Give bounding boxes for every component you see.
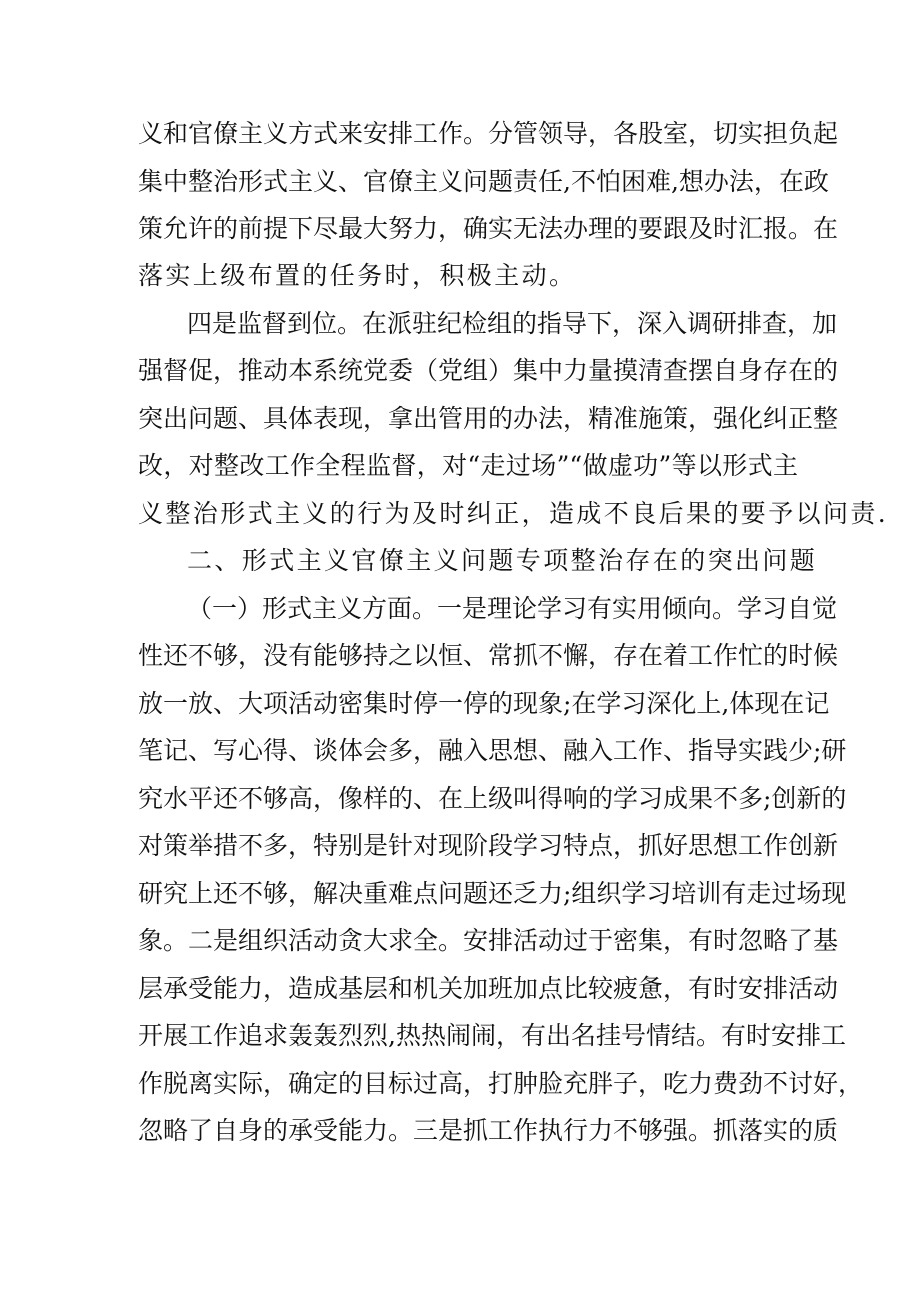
paragraph-first-line: （一）形式主义方面。一是理论学习有实用倾向。学习自觉 — [187, 594, 838, 623]
body-text-line: 究水平还不够高，像样的、在上级叫得响的学习成果不多;创新的 — [138, 784, 847, 813]
section-heading: 二、形式主义官僚主义问题专项整治存在的突出问题 — [187, 546, 818, 575]
body-text-line: 开展工作追求轰轰烈烈,热热闹闹，有出名挂号情结。有时安排工 — [138, 1021, 846, 1050]
body-text-line: 笔记、写心得、谈体会多，融入思想、融入工作、指导实践少;研 — [138, 736, 847, 765]
body-text-line: 忽略了自身的承受能力。三是抓工作执行力不够强。抓落实的质 — [138, 1116, 839, 1145]
body-text-line: 落实上级布置的任务时，积极主动。 — [138, 261, 577, 290]
body-text-line: 放一放、大项活动密集时停一停的现象;在学习深化上,体现在记 — [138, 689, 830, 718]
body-text-line: 改，对整改工作全程监督，对“走过场”“做虚功”等以形式主 — [138, 451, 798, 480]
paragraph-first-line: 四是监督到位。在派驻纪检组的指导下，深入调研排查，加 — [187, 309, 838, 338]
body-text-line: 性还不够，没有能够持之以恒、常抓不懈，存在着工作忙的时候 — [138, 641, 839, 670]
body-text-line: 象。二是组织活动贪大求全。安排活动过于密集，有时忽略了基 — [138, 926, 839, 955]
body-text-line: 义整治形式主义的行为及时纠正，造成不良后果的要予以问责. — [138, 499, 889, 528]
body-text-line: 集中整治形式主义、官僚主义问题责任,不怕困难,想办法，在政 — [138, 167, 829, 196]
body-text-line: 对策举措不多，特别是针对现阶段学习特点，抓好思想工作创新 — [138, 831, 839, 860]
body-text-line: 作脱离实际，确定的目标过高，打肿脸充胖子，吃力费劲不讨好， — [138, 1069, 864, 1098]
body-text-line: 突出问题、具体表现，拿出管用的办法，精准施策，强化纠正整 — [138, 404, 839, 433]
body-text-line: 研究上还不够，解决重难点问题还乏力;组织学习培训有走过场现 — [138, 879, 847, 908]
body-text-line: 强督促，推动本系统党委（党组）集中力量摸清查摆自身存在的 — [138, 356, 839, 385]
body-text-line: 层承受能力，造成基层和机关加班加点比较疲惫，有时安排活动 — [138, 974, 839, 1003]
body-text-line: 策允许的前提下尽最大努力，确实无法办理的要跟及时汇报。在 — [138, 214, 839, 243]
body-text-line: 义和官僚主义方式来安排工作。分管领导，各股室，切实担负起 — [138, 119, 839, 148]
